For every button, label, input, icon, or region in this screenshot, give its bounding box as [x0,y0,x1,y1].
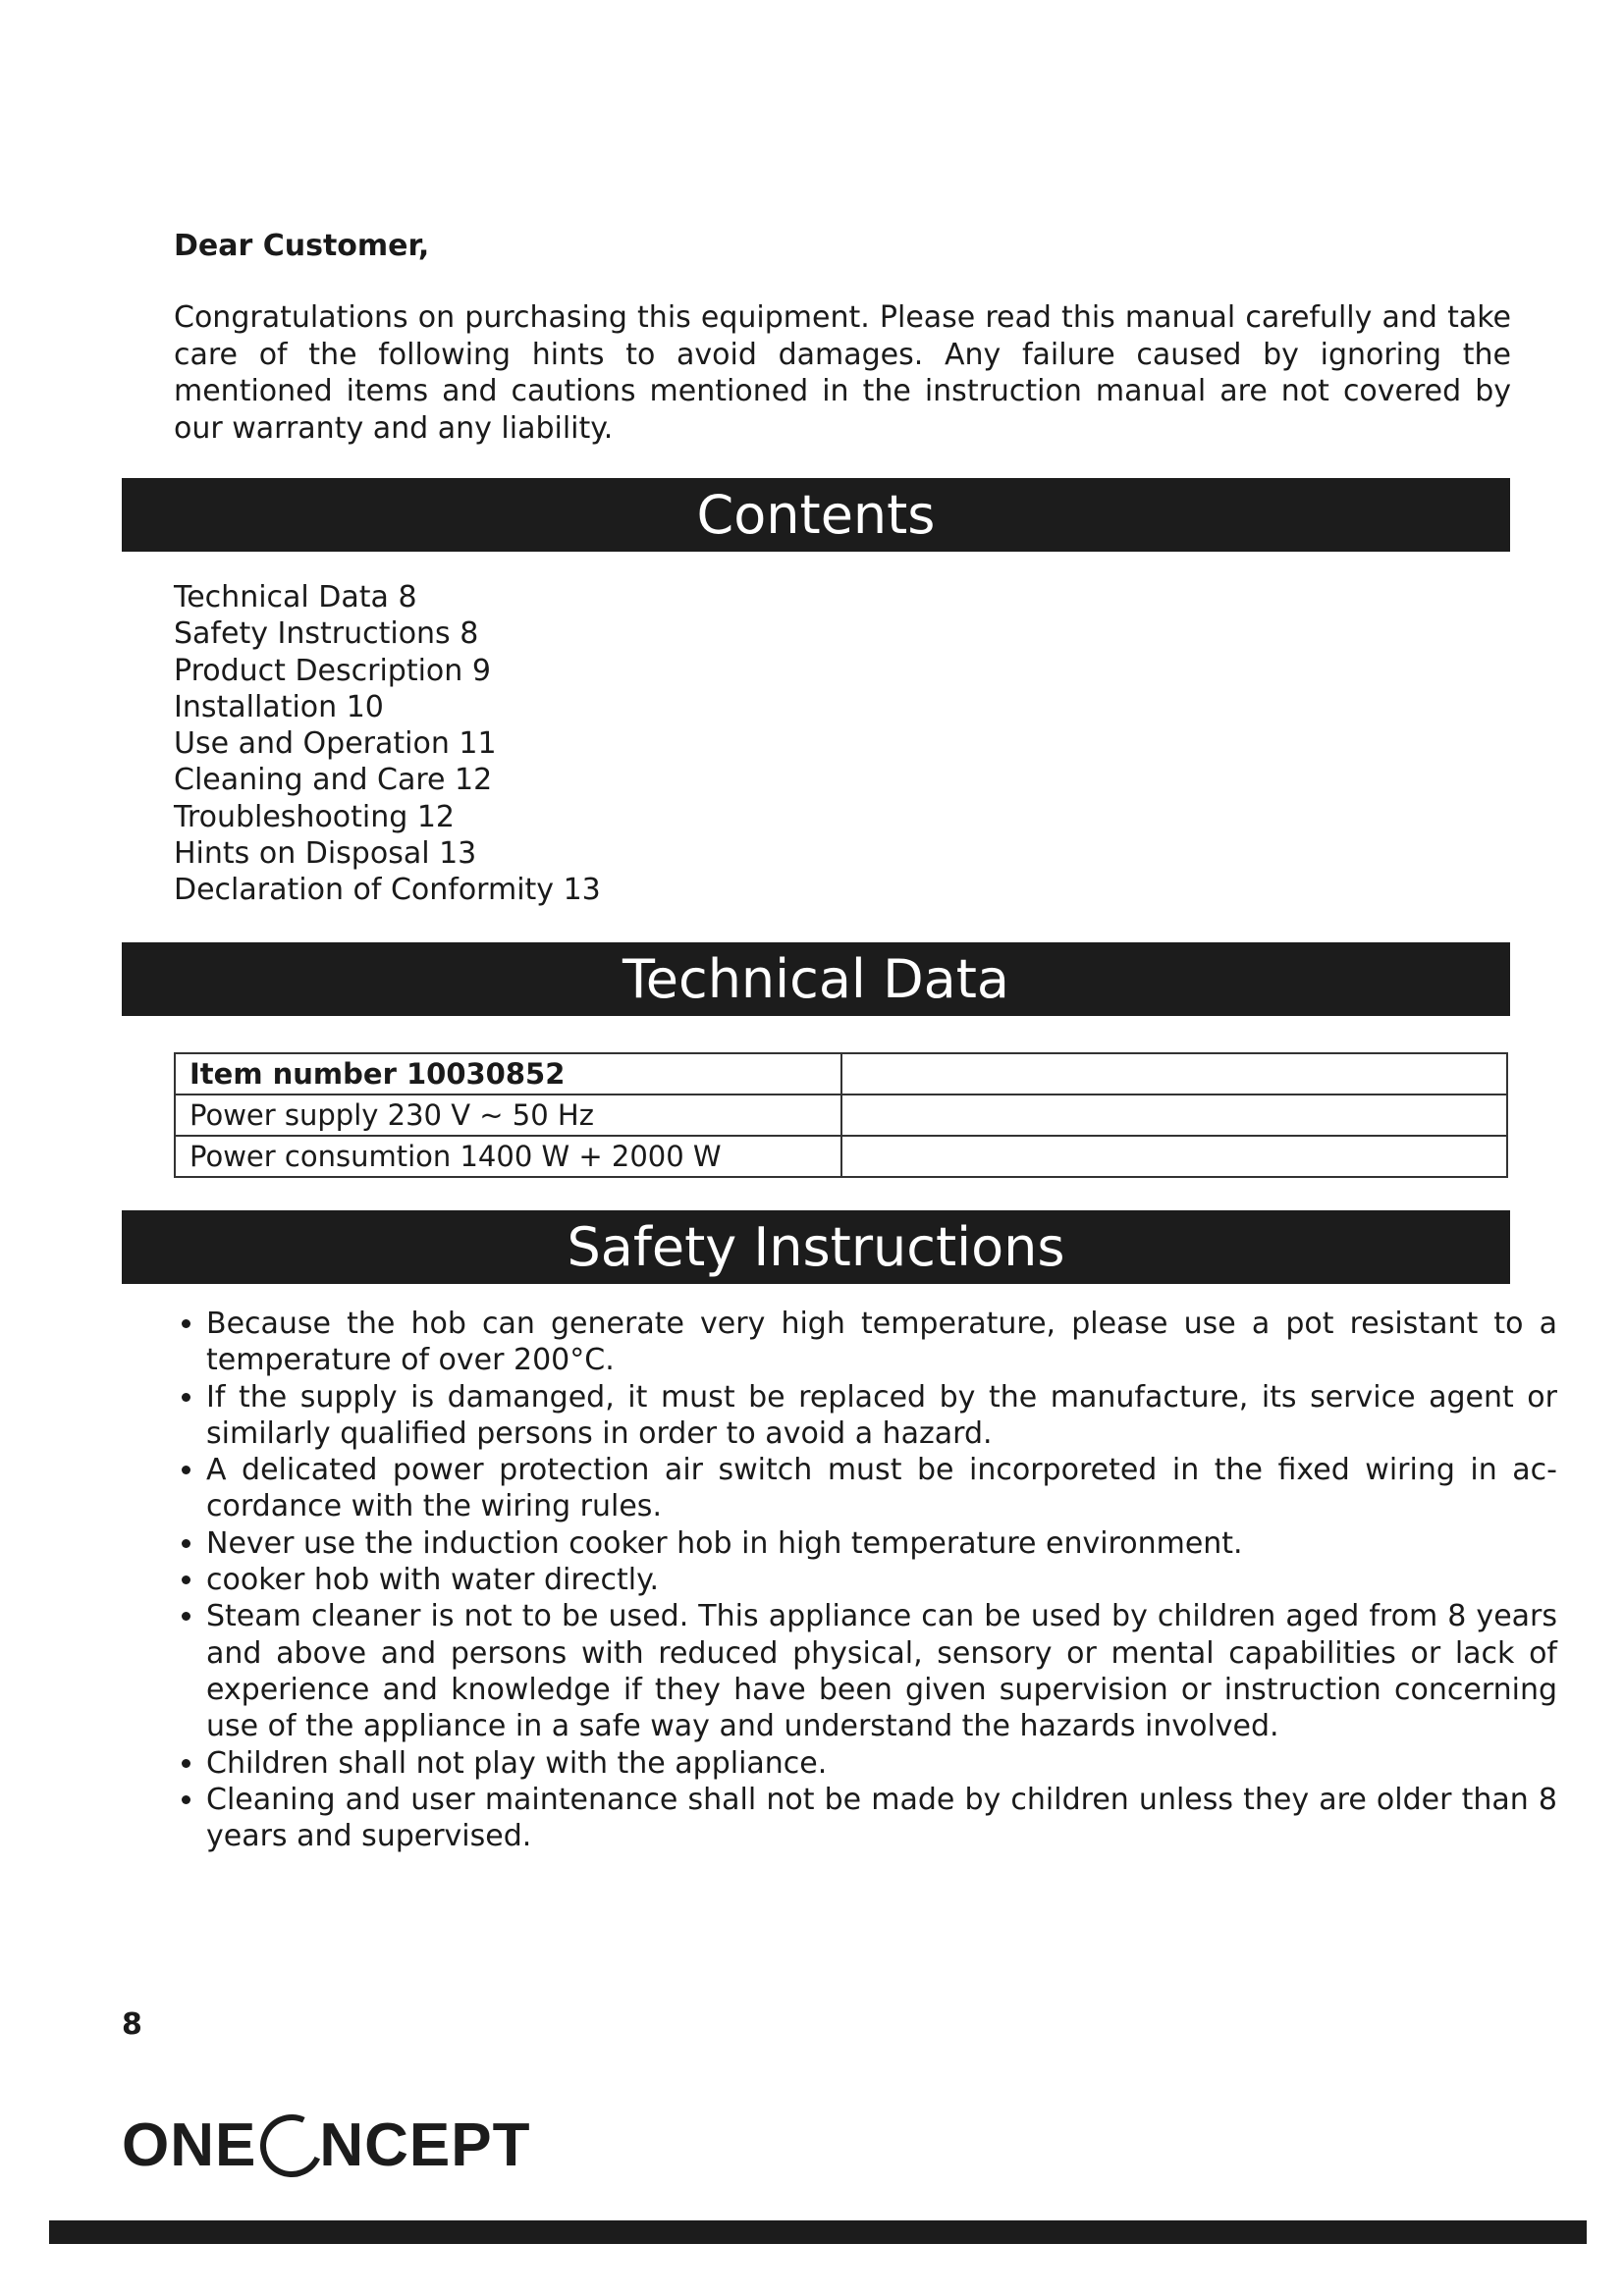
toc-item: Product Description 9 [174,653,491,688]
safety-list [167,1306,1557,1854]
list-item: • cooker hob with water directly. [206,1562,1557,1598]
table-row [175,1053,1507,1095]
toc-item: Use and Operation 11 [174,726,497,762]
safety-instructions-header [122,1210,1510,1284]
spec-cell-empty [841,1053,1508,1095]
toc-item: Cleaning and Care 12 [174,763,493,798]
spec-cell-empty [841,1136,1508,1177]
logo-text-left: ONE [122,2111,257,2179]
technical-data-header [122,942,1510,1016]
list-item: • Children shall not play with the appliance. [206,1745,1557,1782]
toc-item: Safety Instructions 8 [174,616,479,652]
spec-cell: Item number 10030852 [175,1053,841,1095]
list-item: • If the supply is damanged, it must be replaced by the manufacture, its service agent or similarly qualified persons in order to avoid a hazard. [206,1379,1557,1453]
contents-title: Contents [696,484,936,546]
toc-item: Hints on Disposal 13 [174,836,477,872]
toc-item: Troubleshooting 12 [174,799,456,834]
toc-item: Technical Data 8 [174,580,417,614]
intro-paragraph: Congratulations on purchasing this equipment. Please read this manual carefully and take care of the following hints to avoid damages. Any failure caused by ignoring the mentioned items and cautions mentioned in the instruction manual are not covered by our warranty and any liability. [174,300,1511,446]
list-item: • Cleaning and user maintenance shall not be made by children unless they are older than 8 years and supervised. [206,1782,1557,1855]
list-item: • Never use the induction cooker hob in high temperature environment. [206,1525,1557,1562]
list-item: • Because the hob can generate very high temperature, please use a pot resistant to a temperature of over 200°C. [206,1306,1557,1379]
page-number: 8 [122,2007,142,2042]
spec-table [174,1052,1508,1178]
contents-header [122,478,1510,552]
greeting: Dear Customer, [174,229,430,263]
table-row [175,1095,1507,1136]
list-item: • Steam cleaner is not to be used. This appliance can be used by children aged from 8 years and above and persons with reduced physical, sensory or mental capabilities or lack of experience and knowledge if they have been given supervision or instruction concerning use of the appliance in a safe way and understand the hazards involved. [206,1598,1557,1744]
table-row [175,1136,1507,1177]
spec-cell: Power consumtion 1400 W + 2000 W [175,1136,841,1177]
spec-cell: Power supply 230 V ~ 50 Hz [175,1095,841,1136]
toc-item: Declaration of Conformity 13 [174,873,601,908]
list-item: • A delicated power protection air switch must be incorporeted in the fixed wiring in ac-cordance with the wiring rules. [206,1452,1557,1525]
table-of-contents [174,579,601,909]
brand-logo [122,2110,531,2180]
safety-instructions-title: Safety Instructions [567,1216,1065,1278]
footer-bar [49,2220,1587,2244]
spec-cell-empty [841,1095,1508,1136]
logo-text-right: NCEPT [319,2111,531,2179]
toc-item: Installation 10 [174,689,384,724]
technical-data-title: Technical Data [622,948,1010,1010]
